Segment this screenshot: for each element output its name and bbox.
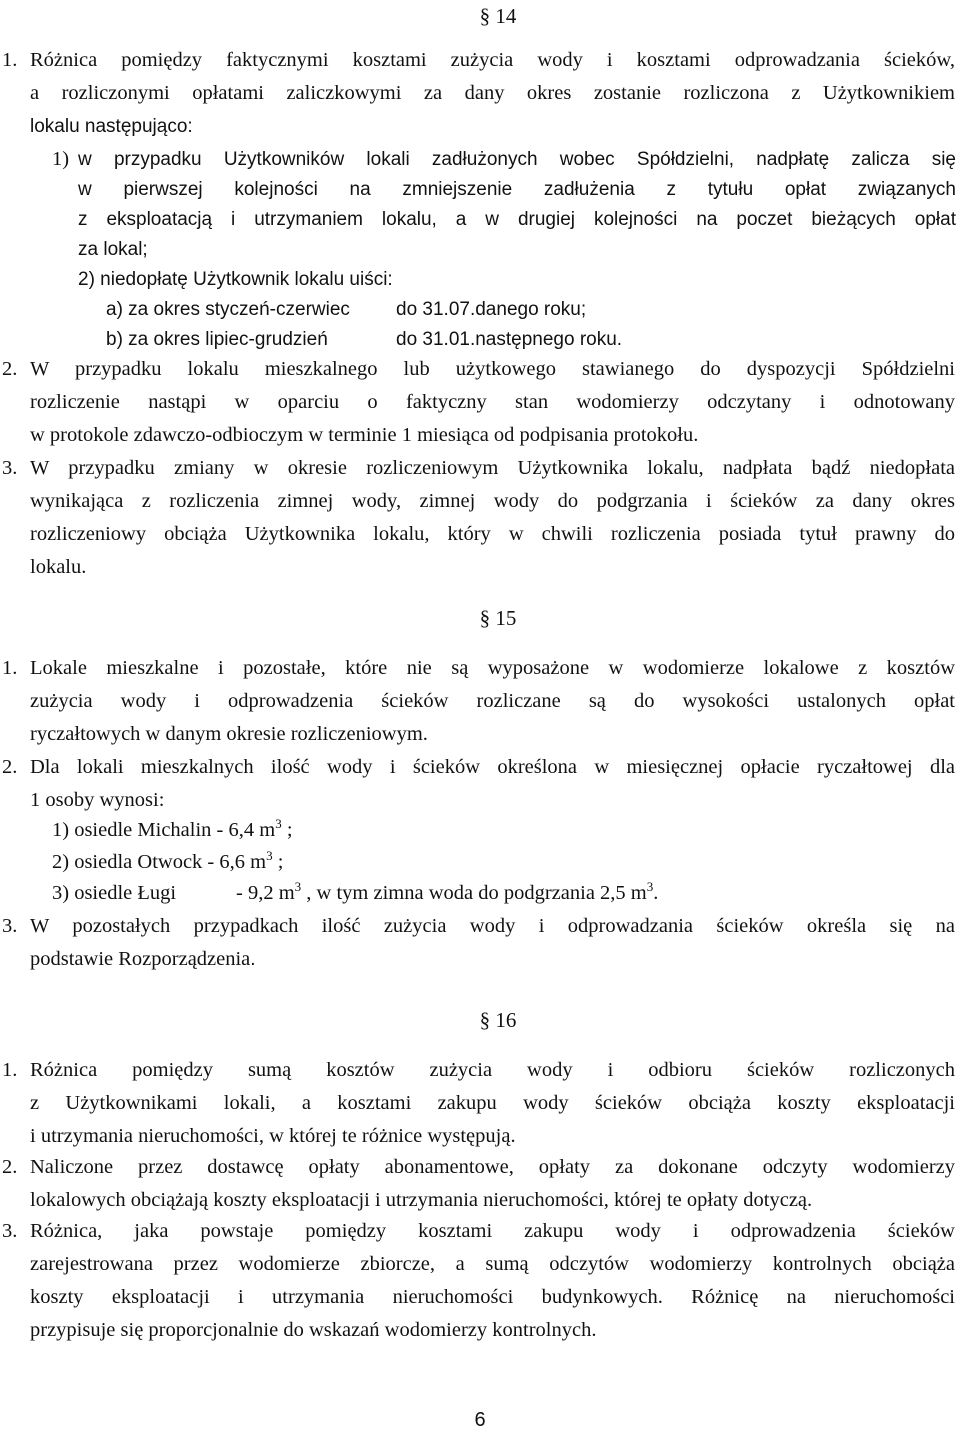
s16-p1-line3: i utrzymania nieruchomości, w której te różnice występują. [30,1125,516,1147]
s15-p1-line1: Lokale mieszkalne i pozostałe, które nie są wyposażone w wodomierze lokalowe z kosztów [30,657,955,679]
s14-sub2-b-label: b) za okres lipiec-grudzień [106,329,328,350]
s14-sub1-line3: z eksploatacją i utrzymaniem lokalu, a w drugiej kolejności na poczet bieżących opłat [78,209,956,230]
s16-p3-line1: Różnica, jaka powstaje pomiędzy kosztami zakupu wody i odprowadzenia ścieków [30,1220,955,1242]
s14-p1-line3: lokalu następująco: [30,116,193,137]
s15-rate-3: 3) osiedle Ługi - 9,2 $m^3$ , w tym zimna woda do podgrzania 2,5 $m^3$. [52,879,659,904]
s15-rate-2: 2) osiedla Otwock - 6,6 $m^3$ ; [52,848,284,873]
s14-p1-line2: a rozliczonymi opłatami zaliczkowymi za dany okres zostanie rozliczona z Użytkownikiem [30,82,955,104]
s14-p3-number: 3. [2,457,18,479]
s14-sub2-a-label: a) za okres styczeń-czerwiec [106,299,350,320]
s14-sub1-line4: za lokal; [78,239,148,260]
s15-p1-line2: zużycia wody i odprowadzenia ścieków rozliczane są do wysokości ustalonych opłat [30,690,955,712]
s15-p1-number: 1. [2,657,18,679]
section-15-heading: § 15 [479,606,517,630]
s15-rate-1: 1) osiedle Michalin - 6,4 $m^3$ ; [52,816,293,841]
s15-p2-line2: 1 osoby wynosi: [30,789,165,811]
s16-p1-line2: z Użytkownikami lokali, a kosztami zakupu wody ścieków obciąża koszty eksploatacji [30,1092,955,1114]
page-number: 6 [474,1409,486,1431]
s16-p3-line3: koszty eksploatacji i utrzymania nieruchomości budynkowych. Różnicę na nieruchomości [30,1286,955,1308]
s14-p3-line4: lokalu. [30,556,87,578]
s14-p2-line1: W przypadku lokalu mieszkalnego lub użytkowego stawianego do dyspozycji Spółdzielni [30,358,955,380]
s14-p1-line1: Różnica pomiędzy faktycznymi kosztami zużycia wody i kosztami odprowadzania ścieków, [30,49,955,71]
s15-p3-line1: W pozostałych przypadkach ilość zużycia wody i odprowadzania ścieków określa się na [30,915,955,937]
s16-p3-line2: zarejestrowana przez wodomierze zbiorcze, a sumą odczytów wodomierzy kontrolnych obciąża [30,1253,955,1275]
s15-p1-line3: ryczałtowych w danym okresie rozliczeniowym. [30,723,428,745]
s14-sub1-line1: w przypadku Użytkowników lokali zadłużonych wobec Spółdzielni, nadpłatę zalicza się [78,149,956,170]
section-16-heading: § 16 [479,1008,517,1032]
s15-p3-line2: podstawie Rozporządzenia. [30,948,256,970]
s14-p1-number: 1. [2,49,18,71]
s14-sub1-line2: w pierwszej kolejności na zmniejszenie zadłużenia z tytułu opłat związanych [78,179,956,200]
s16-p3-number: 3. [2,1220,18,1242]
s14-p2-line3: w protokole zdawczo-odbioczym w terminie 1 miesiąca od podpisania protokołu. [30,424,699,446]
s14-p3-line1: W przypadku zmiany w okresie rozliczeniowym Użytkownika lokalu, nadpłata bądź niedopłata [30,457,955,479]
s14-p2-number: 2. [2,358,18,380]
s14-sub2-a-date: do 31.07.danego roku; [396,299,587,320]
s15-p3-number: 3. [2,915,18,937]
s16-p1-line1: Różnica pomiędzy sumą kosztów zużycia wody i odbioru ścieków rozliczonych [30,1059,955,1081]
s15-p2-number: 2. [2,756,18,778]
s16-p2-line1: Naliczone przez dostawcę opłaty abonamentowe, opłaty za dokonane odczyty wodomierzy [30,1156,955,1178]
s14-p3-line3: rozliczeniowy obciąża Użytkownika lokalu, który w chwili rozliczenia posiada tytuł prawny do [30,523,955,545]
s14-p3-line2: wynikająca z rozliczenia zimnej wody, zimnej wody do podgrzania i ścieków za dany okres [30,490,955,512]
s16-p2-line2: lokalowych obciążają koszty eksploatacji i utrzymania nieruchomości, której te opłaty dotyczą. [30,1189,813,1211]
s14-sub1-number: 1) [52,148,70,170]
s14-sub2: 2) niedopłatę Użytkownik lokalu uiści: [78,269,393,290]
s14-p2-line2: rozliczenie nastąpi w oparciu o faktyczny stan wodomierzy odczytany i odnotowany [30,391,955,413]
s16-p3-line4: przypisuje się proporcjonalnie do wskazań wodomierzy kontrolnych. [30,1319,597,1341]
s14-sub2-b-date: do 31.01.następnego roku. [396,329,623,350]
section-14-heading: § 14 [479,4,517,28]
s15-p2-line1: Dla lokali mieszkalnych ilość wody i ścieków określona w miesięcznej opłacie ryczałtowej dla [30,756,955,778]
s16-p2-number: 2. [2,1156,18,1178]
s16-p1-number: 1. [2,1059,18,1081]
